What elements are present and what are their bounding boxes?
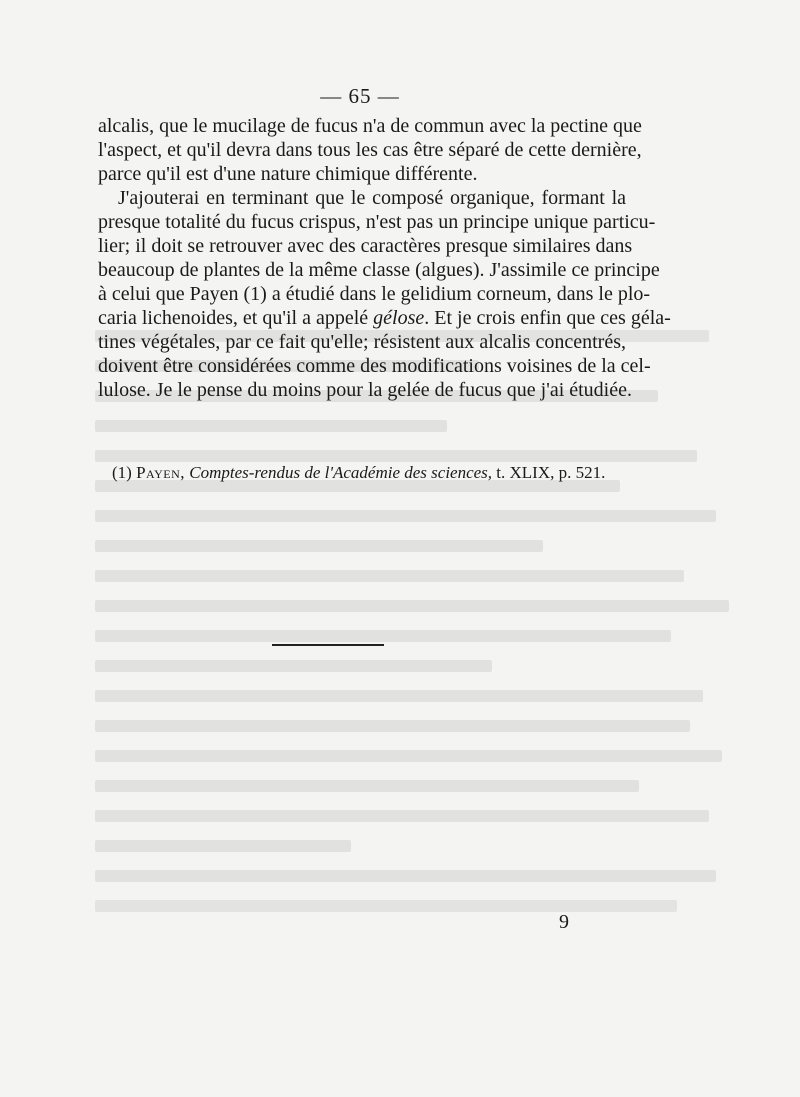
- signature-mark: 9: [559, 911, 569, 933]
- line-text: . Et je crois enfin que ces géla-: [424, 307, 671, 329]
- paragraph-line: lier; il doit se retrouver avec des caractères presque similaires dans: [98, 235, 633, 257]
- paragraph-line: J'ajouterai en terminant que le composé organique, formant la: [118, 187, 626, 209]
- footnote-ref: t. XLIX, p. 521.: [496, 463, 606, 482]
- paragraph-line: tines végétales, par ce fait qu'elle; résistent aux alcalis concentrés,: [98, 331, 626, 353]
- section-divider-rule: [272, 644, 384, 646]
- paragraph-line: parce qu'il est d'une nature chimique différente.: [98, 163, 478, 185]
- paragraph-line: lulose. Je le pense du moins pour la gelée de fucus que j'ai étudiée.: [98, 379, 632, 401]
- footnote-marker: (1): [112, 463, 132, 482]
- italic-term: gélose: [373, 307, 425, 329]
- paragraph-line: doivent être considérées comme des modifications voisines de la cel-: [98, 355, 651, 377]
- paragraph-line: l'aspect, et qu'il devra dans tous les cas être séparé de cette dernière,: [98, 139, 642, 161]
- paragraph-line: à celui que Payen (1) a étudié dans le gelidium corneum, dans le plo-: [98, 283, 651, 305]
- footnote: [112, 463, 605, 483]
- bleed-through-texture: [95, 330, 735, 930]
- paragraph-line: [98, 306, 671, 330]
- paragraph-line: beaucoup de plantes de la même classe (algues). J'assimile ce principe: [98, 259, 660, 281]
- page-number: — 65 —: [320, 84, 400, 108]
- footnote-author: Payen,: [136, 463, 186, 482]
- line-text: caria lichenoides, et qu'il a appelé: [98, 307, 369, 329]
- paragraph-line: presque totalité du fucus crispus, n'est pas un principe unique particu-: [98, 211, 656, 233]
- footnote-source: Comptes-rendus de l'Académie des sciences,: [189, 463, 493, 482]
- paragraph-line: alcalis, que le mucilage de fucus n'a de commun avec la pectine que: [98, 115, 642, 137]
